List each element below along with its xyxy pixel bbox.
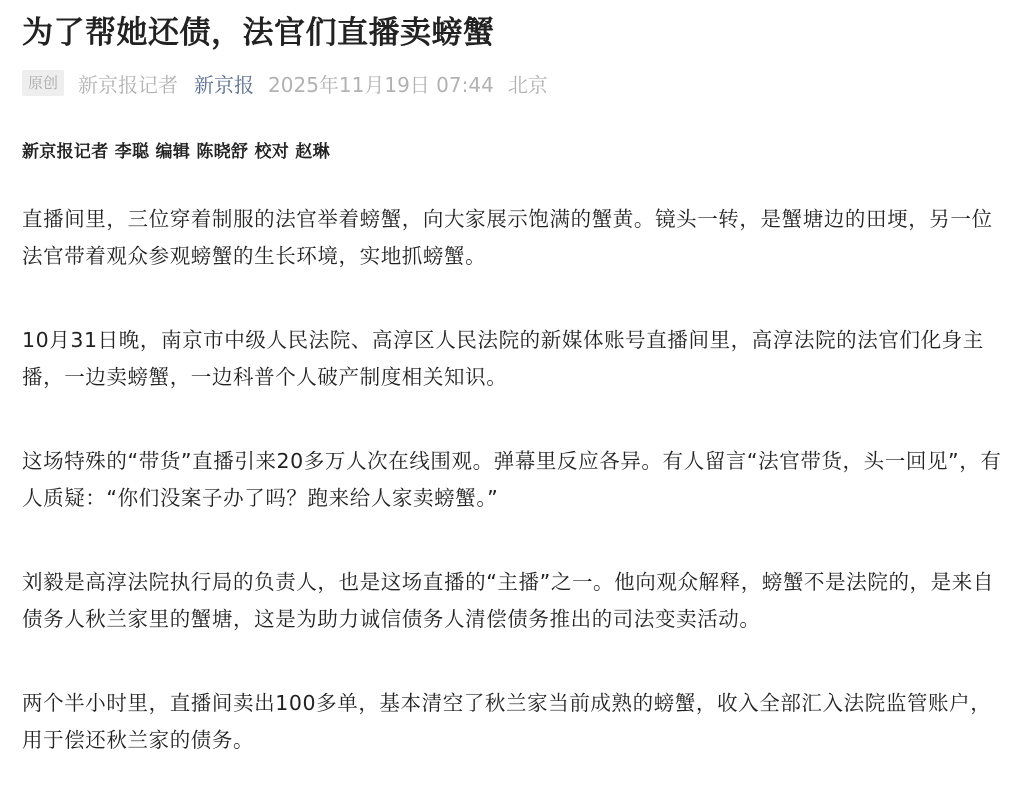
article-credits: 新京报记者 李聪 编辑 陈晓舒 校对 赵琳 (22, 142, 330, 162)
article-meta (22, 68, 1007, 98)
publish-datetime: 2025年11月19日 07:44 (268, 72, 494, 97)
original-badge: 原创 (22, 70, 64, 96)
paragraph-4: 刘毅是高淳法院执行局的负责人，也是这场直播的“主播”之一。他向观众解释，螃蟹不是法院的，是来自债务人秋兰家里的蟹塘，这是为助力诚信债务人清偿债务推出的司法变卖活动。 (22, 570, 994, 631)
paragraph-2: 10月31日晚，南京市中级人民法院、高淳区人民法院的新媒体账号直播间里，高淳法院的法官们化身主播，一边卖螃蟹，一边科普个人破产制度相关知识。 (22, 328, 984, 389)
paragraph-1: 直播间里，三位穿着制服的法官举着螃蟹，向大家展示饱满的蟹黄。镜头一转，是蟹塘边的田埂，另一位法官带着观众参观螃蟹的生长环境，实地抓螃蟹。 (22, 207, 993, 268)
article-title: 为了帮她还债，法官们直播卖螃蟹 (22, 15, 495, 51)
publish-location: 北京 (507, 72, 548, 97)
source-link[interactable]: 新京报 (194, 72, 255, 97)
paragraph-5: 两个半小时里，直播间卖出100多单，基本清空了秋兰家当前成熟的螃蟹，收入全部汇入法院监管账户，用于偿还秋兰家的债务。 (22, 691, 992, 752)
article (22, 0, 1007, 759)
meta-author: 新京报记者 (78, 72, 179, 97)
paragraph-3: 这场特殊的“带货”直播引来20多万人次在线围观。弹幕里反应各异。有人留言“法官带货，头一回见”，有人质疑：“你们没案子办了吗？跑来给人家卖螃蟹。” (22, 449, 1002, 510)
